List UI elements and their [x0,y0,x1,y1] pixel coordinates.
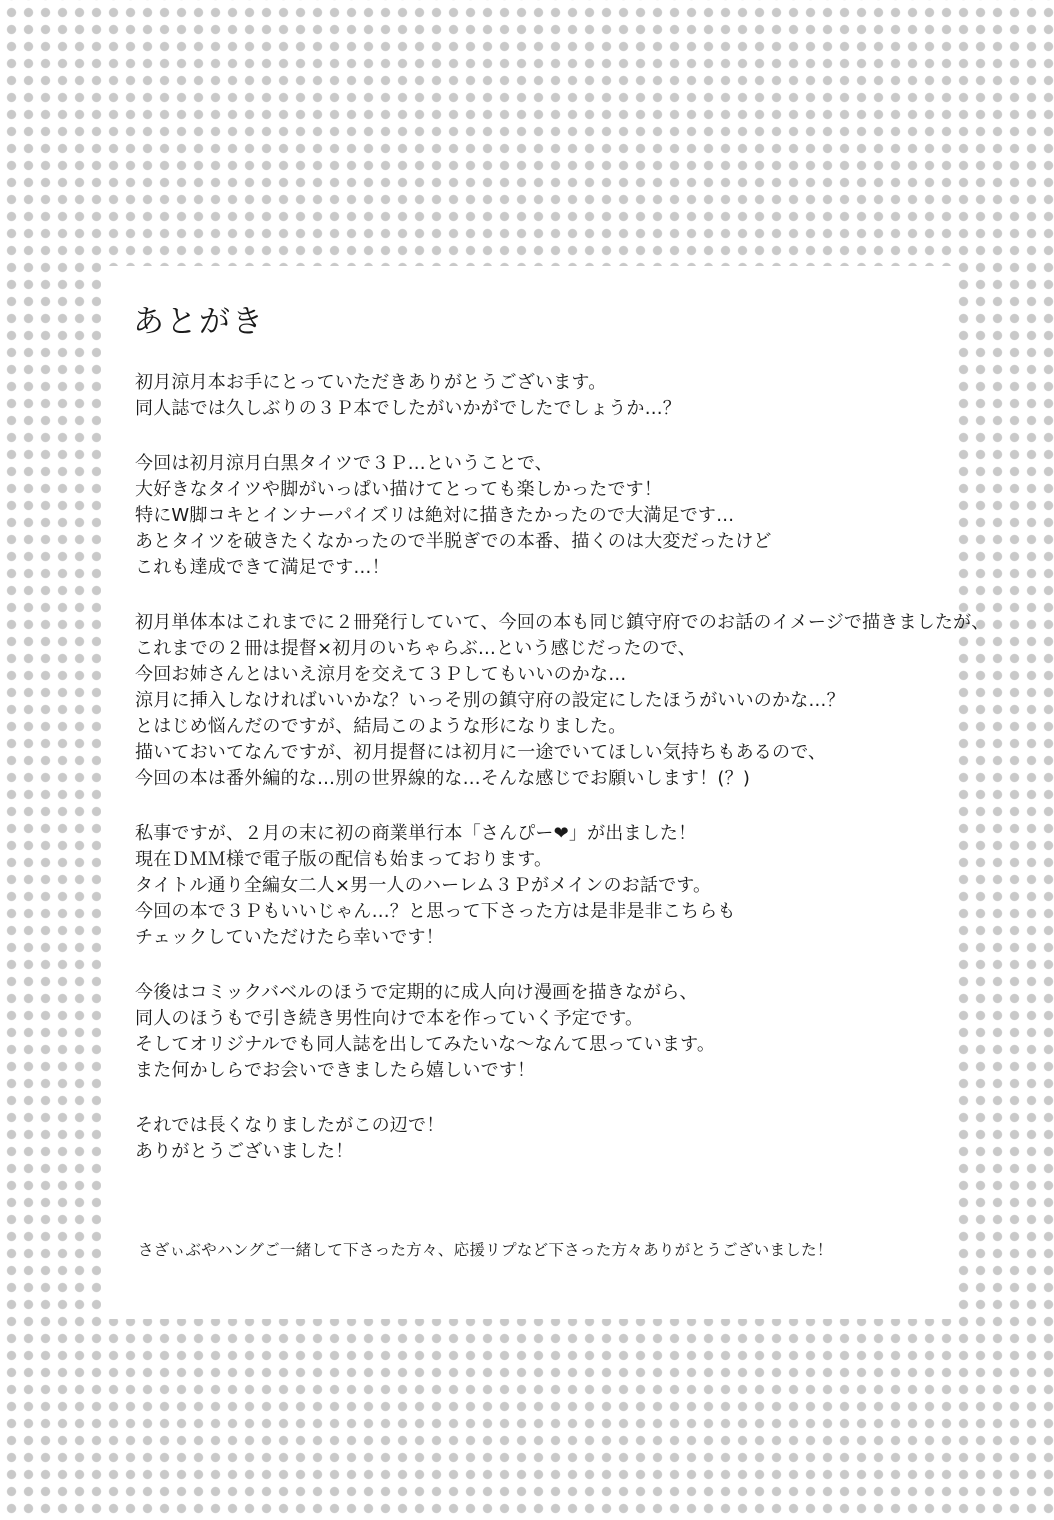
text-line: 今回お姉さんとはいえ涼月を交えて３Ｐしてもいいのかな… [135,664,627,685]
text-line: 今回は初月涼月白黒タイツで３Ｐ…ということで、 [135,453,553,474]
text-line: 今後はコミックバベルのほうで定期的に成人向け漫画を描きながら、 [135,982,698,1003]
text-line: 特にW脚コキとインナーパイズリは絶対に描きたかったので大満足です… [135,505,735,526]
afterword-title: あとがき [133,304,265,340]
paragraph-background [135,610,990,792]
paragraph-content [135,451,925,581]
text-line: 描いておいてなんですが、初月提督には初月に一途でいてほしい気持ちもあるので、 [135,742,827,763]
text-line: 今回の本は番外編的な…別の世界線的な…そんな感じでお願いします！(？) [135,768,751,789]
text-line: これまでの２冊は提督×初月のいちゃらぶ…という感じだったので、 [135,638,696,659]
text-line: 初月単体本はこれまでに２冊発行していて、今回の本も同じ鎮守府でのお話のイメージで描きましたが、 [135,612,990,633]
closing-note: さざぃぶやハングご一緒して下さった方々、応援リプなど下さった方々ありがとうございました！ [138,1241,833,1259]
text-line: 同人誌では久しぶりの３Ｐ本でしたがいかがでしたでしょうか…？ [135,398,681,419]
text-line: そしてオリジナルでも同人誌を出してみたいな～なんて思っています。 [135,1034,716,1055]
paragraph-announcement [135,821,925,951]
paragraph-thanks [135,370,925,422]
text-line: 大好きなタイツや脚がいっぱい描けてとっても楽しかったです！ [135,479,663,500]
text-line: とはじめ悩んだのですが、結局このような形になりました。 [135,716,627,737]
text-line: 涼月に挿入しなければいいかな？いっそ別の鎮守府の設定にしたほうがいいのかな…？ [135,690,845,711]
paragraph-future-plans [135,980,925,1084]
text-line: 今回の本で３Ｐもいいじゃん…？と思って下さった方は是非是非こちらも [135,901,736,922]
text-line: 現在ＤＭＭ様で電子版の配信も始まっております。 [135,849,553,870]
text-line: 同人のほうもで引き続き男性向けで本を作っていく予定です。 [135,1008,644,1029]
text-line: あとタイツを破きたくなかったので半脱ぎでの本番、描くのは大変だったけど [135,531,772,552]
paragraph-farewell [135,1113,925,1165]
text-line: それでは長くなりましたがこの辺で！ [135,1115,445,1136]
text-line: これも達成できて満足です…！ [135,557,390,578]
text-line: また何かしらでお会いできましたら嬉しいです！ [135,1060,536,1081]
afterword-body [135,370,990,1194]
text-line: ありがとうございました！ [135,1141,354,1162]
text-line: 初月涼月本お手にとっていただきありがとうございます。 [135,372,607,393]
text-line: タイトル通り全編女二人×男一人のハーレム３Ｐがメインのお話です。 [135,875,712,896]
text-line: チェックしていただけたら幸いです！ [135,927,444,948]
text-line: 私事ですが、２月の末に初の商業単行本「さんぴー❤」が出ました！ [135,823,697,844]
